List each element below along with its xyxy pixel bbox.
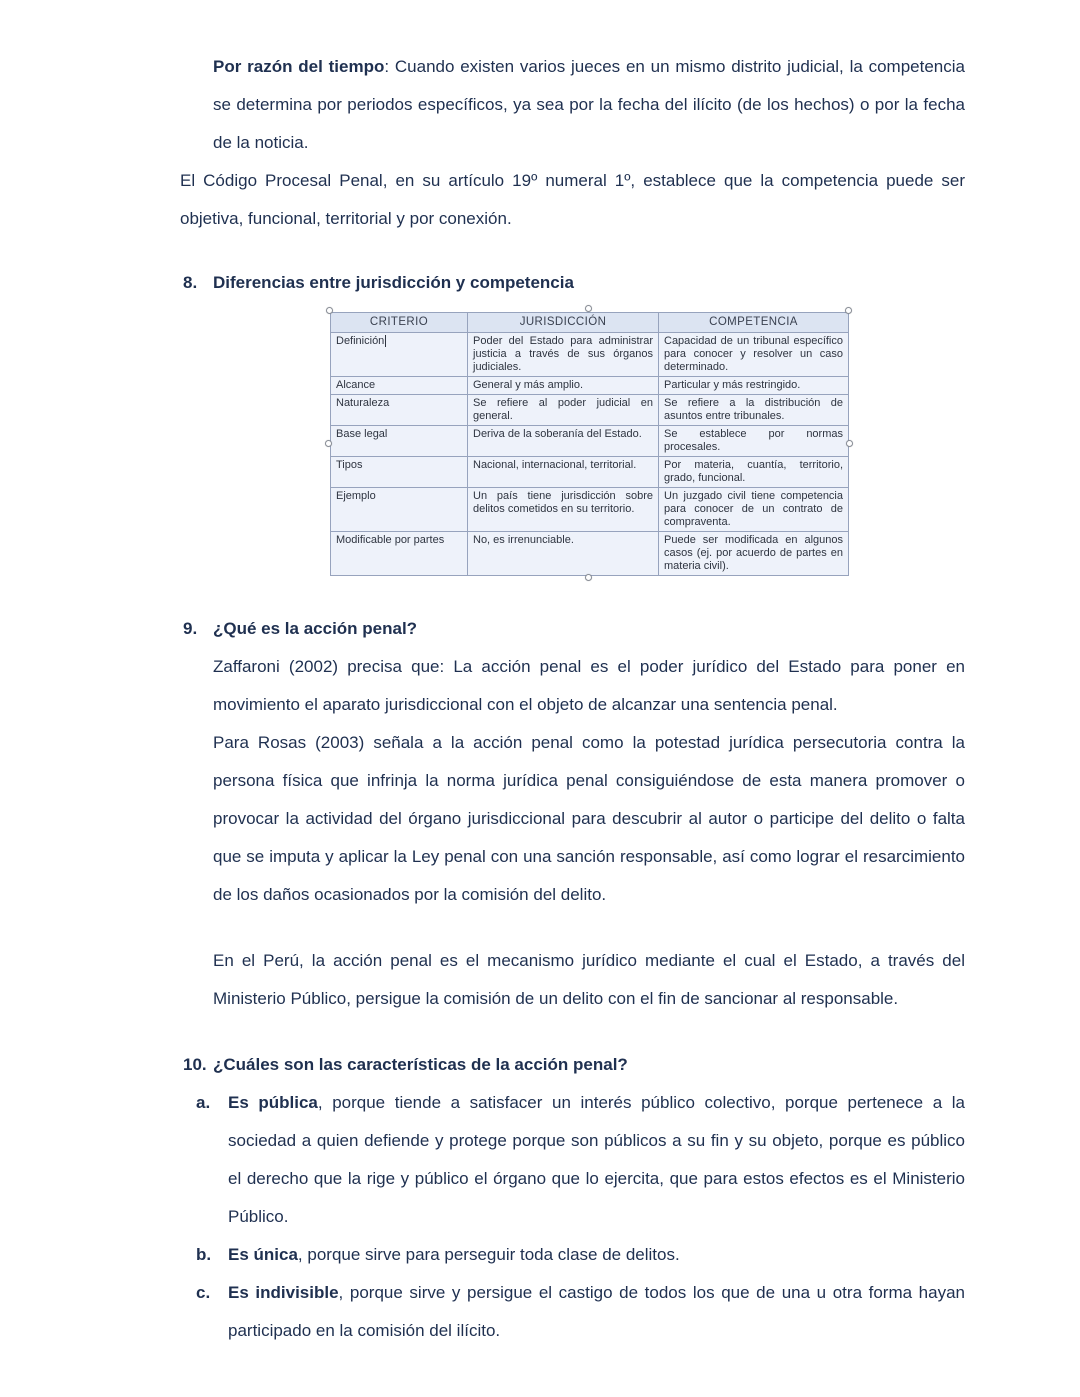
section-9-title: ¿Qué es la acción penal? (213, 619, 418, 638)
section-10-number: 10. (183, 1055, 207, 1074)
text-caret (385, 335, 386, 347)
jurisdiccion-cell[interactable]: Nacional, internacional, territorial. (468, 457, 659, 488)
list-item-bold-lead: Es pública (228, 1093, 318, 1112)
list-item-body (228, 1084, 965, 1236)
section-10-title: ¿Cuáles son las características de la acción penal? (213, 1055, 628, 1074)
section-8-title: Diferencias entre jurisdicción y competencia (213, 273, 574, 292)
jurisdiccion-cell[interactable]: Deriva de la soberanía del Estado. (468, 426, 659, 457)
selection-handle-top-left[interactable] (326, 307, 333, 314)
section-8-number: 8. (183, 273, 198, 292)
criterio-cell[interactable]: Naturaleza (331, 395, 468, 426)
criterio-cell[interactable]: Tipos (331, 457, 468, 488)
competencia-cell[interactable]: Un juzgado civil tiene competencia para conocer de un contrato de compraventa. (659, 488, 849, 532)
criterio-cell[interactable]: Modificable por partes (331, 532, 468, 576)
table-row-modificable (331, 532, 849, 576)
paragraph-rosas: Para Rosas (2003) señala a la acción penal como la potestad jurídica persecutoria contra la persona física que infrinja la norma jurídica penal consiguiéndose de esta manera promover o provocar la actividad del órgano jurisdiccional para descubrir al autor o participe del delito o falta que se imputa y aplicar la Ley penal con una sanción responsable, así como lograr el resarcimiento de los daños ocasionados por la comisión del delito. (213, 733, 965, 904)
list-item-b (196, 1236, 965, 1274)
list-item-body (228, 1274, 965, 1350)
list-item-bold-lead: Es indivisible (228, 1283, 339, 1302)
jurisdiccion-cell[interactable]: Se refiere al poder judicial en general. (468, 395, 659, 426)
list-item-text: , porque sirve y persigue el castigo de todos los que de una u otra forma hayan participado en la comisión del ilícito. (228, 1283, 966, 1340)
criterio-cell[interactable] (331, 333, 468, 377)
criterio-cell[interactable]: Alcance (331, 377, 468, 395)
competencia-cell[interactable]: Se refiere a la distribución de asuntos entre tribunales. (659, 395, 849, 426)
competencia-cell[interactable]: Por materia, cuantía, territorio, grado, funcional. (659, 457, 849, 488)
paragraph-por-razon-del-tiempo (213, 48, 965, 162)
table-row-tipos (331, 457, 849, 488)
competencia-cell[interactable]: Particular y más restringido. (659, 377, 849, 395)
header-criterio[interactable]: CRITERIO (331, 313, 468, 333)
paragraph-bold-lead: Por razón del tiempo (213, 57, 385, 76)
document-content (180, 48, 965, 1350)
selection-handle-bottom-center[interactable] (585, 574, 592, 581)
list-item-text: , porque sirve para perseguir toda clase de delitos. (297, 1245, 680, 1264)
list-item-letter: c. (196, 1283, 211, 1302)
paragraph-peru: En el Perú, la acción penal es el mecanismo jurídico mediante el cual el Estado, a través del Ministerio Público, persigue la comisión de un delito con el fin de sancionar al responsable. (213, 951, 965, 1008)
table-row-ejemplo (331, 488, 849, 532)
table-row-base-legal (331, 426, 849, 457)
criterio-cell[interactable]: Base legal (331, 426, 468, 457)
table-row-naturaleza (331, 395, 849, 426)
competencia-cell[interactable]: Puede ser modificada en algunos casos (ej. por acuerdo de partes en materia civil). (659, 532, 849, 576)
list-item-body (228, 1236, 965, 1274)
section-9-number: 9. (183, 619, 198, 638)
header-jurisdiccion[interactable]: JURISDICCIÓN (468, 313, 659, 333)
table-row-definicion (331, 333, 849, 377)
table-header-row (331, 313, 849, 333)
jurisdiccion-cell[interactable]: General y más amplio. (468, 377, 659, 395)
list-item-bold-lead: Es única (228, 1245, 298, 1264)
list-item-letter: a. (196, 1093, 211, 1112)
list-item-c (196, 1274, 965, 1350)
list-item-letter: b. (196, 1245, 212, 1264)
paragraph-codigo-procesal: El Código Procesal Penal, en su artículo 19º numeral 1º, establece que la competencia puede ser objetiva, funcional, territorial y por conexión. (180, 171, 965, 228)
selection-handle-top-center[interactable] (585, 305, 592, 312)
section-10-heading (183, 1046, 965, 1084)
table-row-alcance (331, 377, 849, 395)
comparison-table-container (330, 312, 848, 576)
selection-handle-mid-left[interactable] (325, 440, 332, 447)
jurisdiccion-cell[interactable]: No, es irrenunciable. (468, 532, 659, 576)
section-9-heading (183, 610, 965, 648)
cell-text: Definición (336, 335, 385, 347)
criterio-cell[interactable]: Ejemplo (331, 488, 468, 532)
competencia-cell[interactable]: Se establece por normas procesales. (659, 426, 849, 457)
list-item-a (196, 1084, 965, 1236)
header-competencia[interactable]: COMPETENCIA (659, 313, 849, 333)
paragraph-zaffaroni: Zaffaroni (2002) precisa que: La acción penal es el poder jurídico del Estado para poner en movimiento el aparato jurisdiccional con el objeto de alcanzar una sentencia penal. (213, 657, 965, 714)
selection-handle-mid-right[interactable] (846, 440, 853, 447)
jurisdiccion-cell[interactable]: Poder del Estado para administrar justicia a través de sus órganos judiciales. (468, 333, 659, 377)
jurisdiccion-competencia-table (330, 312, 849, 576)
competencia-cell[interactable]: Capacidad de un tribunal específico para conocer y resolver un caso determinado. (659, 333, 849, 377)
list-item-text: , porque tiende a satisfacer un interés público colectivo, porque pertenece a la sociedad a quien defiende y protege porque son públicos a su fin y su objeto, porque es público el derecho que la rige y público el órgano que lo ejercita, que para estos efectos es el Ministerio Público. (228, 1093, 965, 1226)
selection-handle-top-right[interactable] (845, 307, 852, 314)
jurisdiccion-cell[interactable]: Un país tiene jurisdicción sobre delitos cometidos en su territorio. (468, 488, 659, 532)
paragraph-text: : Cuando existen varios jueces en un mismo distrito judicial, la competencia se determina por periodos específicos, ya sea por la fecha del ilícito (de los hechos) o por la fecha de la noticia. (213, 57, 965, 152)
section-8-heading (183, 264, 965, 302)
